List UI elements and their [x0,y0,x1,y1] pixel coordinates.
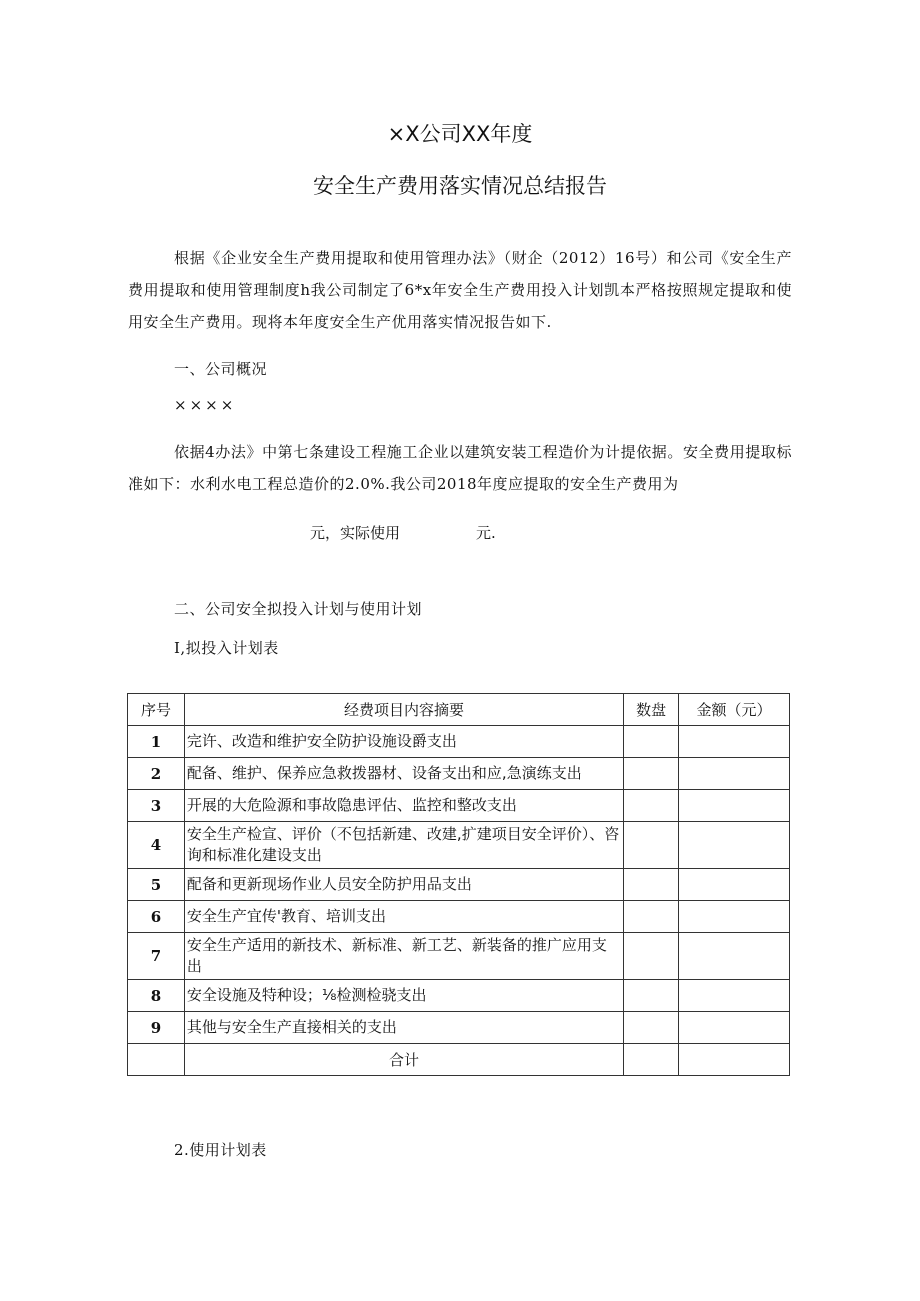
row-index: 1 [128,726,185,758]
section1-paragraph: 依据4办法》中第七条建设工程施工企业以建筑安装工程造价为计提依据。安全费用提取标准如下：水利水电工程总造价的2.0%.我公司2018年度应提取的安全生产费用为 [128,443,792,493]
table-row [128,790,790,822]
table-row [128,822,790,869]
row-quantity-cell[interactable] [624,980,679,1012]
plan-table-caption: I,拟投入计划表 [174,639,279,657]
row-quantity-cell[interactable] [624,1012,679,1044]
row-amount-cell[interactable] [679,726,790,758]
table-row [128,901,790,933]
row-quantity-cell[interactable] [624,901,679,933]
row-description: 完许、改造和维护安全防护设施设爵支出 [184,726,623,758]
table-row [128,933,790,980]
row-amount-cell[interactable] [679,790,790,822]
row-description: 开展的大危险源和事故隐患评估、监控和整改支出 [184,790,623,822]
total-index-cell [128,1044,185,1076]
row-description: 安全生产适用的新技术、新标准、新工艺、新装备的推广应用支出 [184,933,623,980]
header-amount: 金额（元） [679,694,790,726]
row-index: 9 [128,1012,185,1044]
row-description: 配备和更新现场作业人员安全防护用品支出 [184,869,623,901]
plan-table [127,693,790,1076]
row-index: 2 [128,758,185,790]
row-quantity-cell[interactable] [624,790,679,822]
row-description: 配备、维护、保养应急救拨器材、设备支出和应,急演练支出 [184,758,623,790]
row-index: 8 [128,980,185,1012]
row-amount-cell[interactable] [679,933,790,980]
table-row [128,726,790,758]
row-amount-cell[interactable] [679,758,790,790]
row-amount-cell[interactable] [679,1012,790,1044]
row-index: 5 [128,869,185,901]
row-description: 其他与安全生产直接相关的支出 [184,1012,623,1044]
report-title-line2: 安全生产费用落实情况总结报告 [313,174,607,198]
row-description: 安全生产检宣、评价（不包括新建、改建,扩建项目安全评价）、咨询和标准化建设支出 [184,822,623,869]
plan-table-header [128,694,790,726]
usage-plan-caption: 2.使用计划表 [174,1141,267,1159]
amount-extracted-unit: 元，实际使用 [310,524,401,542]
header-quantity: 数盘 [624,694,679,726]
header-description: 经费项目内容摘要 [184,694,623,726]
table-row [128,869,790,901]
row-quantity-cell[interactable] [624,869,679,901]
table-row [128,758,790,790]
row-amount-cell[interactable] [679,869,790,901]
amount-used-unit: 元. [476,524,496,542]
row-description: 安全设施及特种设；⅛检测检骁支出 [184,980,623,1012]
section1-heading: 一、公司概况 [174,360,268,378]
row-quantity-cell[interactable] [624,933,679,980]
row-quantity-cell[interactable] [624,758,679,790]
table-row [128,1012,790,1044]
total-amount-cell[interactable] [679,1044,790,1076]
row-description: 安全生产宜传'教育、培训支出 [184,901,623,933]
report-title-line1: ×X公司XX年度 [387,122,533,146]
table-row [128,980,790,1012]
row-amount-cell[interactable] [679,822,790,869]
total-row [128,1044,790,1076]
company-placeholder: ×××× [174,396,237,414]
row-quantity-cell[interactable] [624,726,679,758]
section2-heading: 二、公司安全拟投入计划与使用计划 [174,600,423,618]
intro-paragraph: 根据《企业安全生产费用提取和使用管理办法》（财企（2012）16号）和公司《安全生产费用提取和使用管理制度h我公司制定了6*x年安全生产费用投入计划凯本严格按照规定提取和使用安全生产费用。现将本年度安全生产优用落实情况报告如下. [128,249,792,331]
row-amount-cell[interactable] [679,901,790,933]
row-index: 4 [128,822,185,869]
row-quantity-cell[interactable] [624,822,679,869]
row-index: 6 [128,901,185,933]
header-index: 序号 [128,694,185,726]
row-index: 7 [128,933,185,980]
total-label: 合计 [184,1044,623,1076]
row-amount-cell[interactable] [679,980,790,1012]
total-quantity-cell[interactable] [624,1044,679,1076]
row-index: 3 [128,790,185,822]
